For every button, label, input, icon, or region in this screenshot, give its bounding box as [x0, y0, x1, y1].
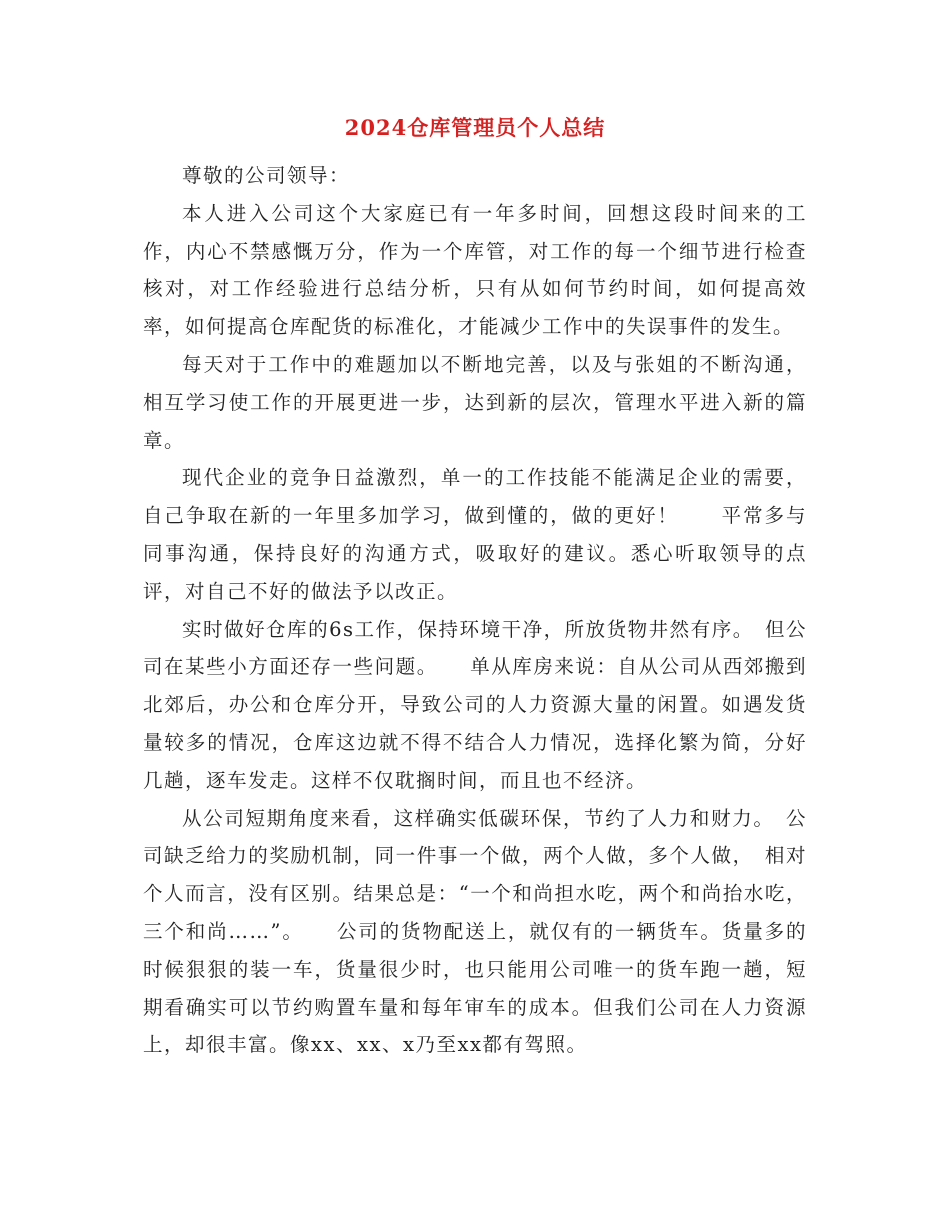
salutation: 尊敬的公司领导：	[182, 164, 351, 187]
paragraph: 从公司短期角度来看，这样确实低碳环保，节约了人力和财力。 公司缺乏给力的奖励机制，同一件事一个做，两个人做，多个人做， 相对个人而言，没有区别。结果总是：“一个和尚担水吃，两个和尚抬水吃，三个和尚……”。 公司的货物配送上，就仅有的一辆货车。货量多的时候狠狠的装一车，货量很少时，也只能用公司唯一的货车跑一趟，短期看确实可以节约购置车量和每年审车的成本。但我们公司在人力资源上，却很丰富。像xx、xx、x乃至xx都有驾照。	[143, 806, 807, 1057]
paragraph: 现代企业的竞争日益激烈，单一的工作技能不能满足企业的需要，自己争取在新的一年里多加学习，做到懂的，做的更好！ 平常多与同事沟通，保持良好的沟通方式，吸取好的建议。悉心听取领导的点评，对自己不好的做法予以改正。	[143, 466, 807, 603]
paragraph: 每天对于工作中的难题加以不断地完善，以及与张姐的不断沟通，相互学习使工作的开展更进一步，达到新的层次，管理水平进入新的篇章。	[143, 352, 807, 452]
paragraph: 实时做好仓库的6s工作，保持环境干净，所放货物井然有序。 但公司在某些小方面还存一些问题。 单从库房来说：自从公司从西郊搬到北郊后，办公和仓库分开，导致公司的人力资源大量的闲置。如遇发货量较多的情况，仓库这边就不得不结合人力情况，选择化繁为简，分好几趟，逐车发走。这样不仅耽搁时间，而且也不经济。	[143, 617, 807, 792]
document-title: 2024仓库管理员个人总结	[344, 115, 606, 140]
paragraph: 本人进入公司这个大家庭已有一年多时间，回想这段时间来的工作，内心不禁感慨万分，作为一个库管，对工作的每一个细节进行检查核对，对工作经验进行总结分析，只有从如何节约时间，如何提高效率，如何提高仓库配货的标准化，才能减少工作中的失误事件的发生。	[143, 201, 807, 339]
document-body	[143, 157, 807, 1064]
